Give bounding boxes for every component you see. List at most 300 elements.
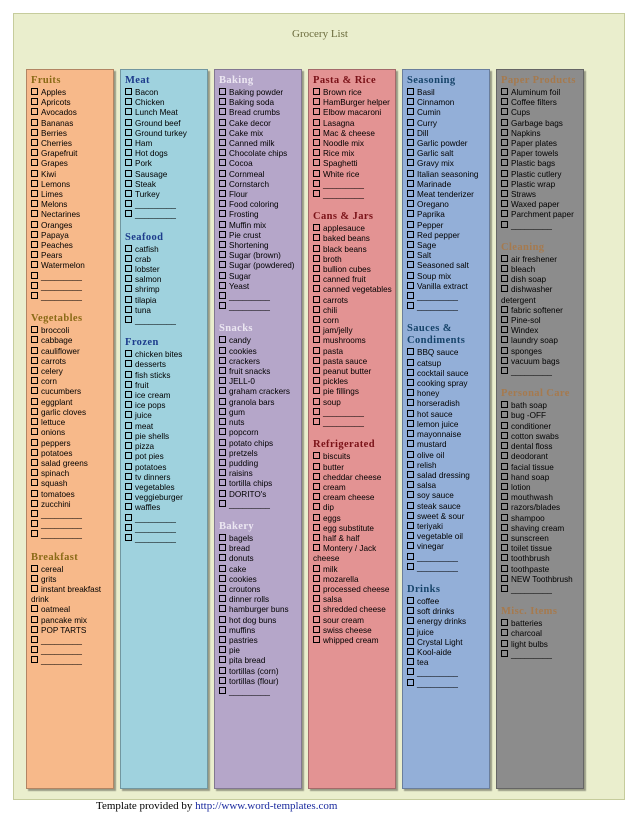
- checklist-item[interactable]: celery: [31, 367, 111, 377]
- checklist-item[interactable]: Cinnamon: [407, 98, 487, 108]
- checklist-item[interactable]: Pepper: [407, 221, 487, 231]
- checklist-item[interactable]: _________: [125, 200, 205, 210]
- checklist-item[interactable]: _________: [31, 646, 111, 656]
- checklist-item[interactable]: _________: [125, 534, 205, 544]
- checklist-item[interactable]: Avocados: [31, 108, 111, 118]
- checklist-item[interactable]: Garbage bags: [501, 119, 581, 129]
- checklist-item[interactable]: sweet & sour: [407, 512, 487, 522]
- checklist-item[interactable]: _________: [31, 656, 111, 666]
- checklist-item[interactable]: dip: [313, 503, 393, 513]
- checklist-item[interactable]: Rice mix: [313, 149, 393, 159]
- checklist-item[interactable]: processed cheese: [313, 585, 393, 595]
- checklist-item[interactable]: Hot dogs: [125, 149, 205, 159]
- checklist-item[interactable]: soft drinks: [407, 607, 487, 617]
- checklist-item[interactable]: Plastic wrap: [501, 180, 581, 190]
- checklist-item[interactable]: Gravy mix: [407, 159, 487, 169]
- checklist-item[interactable]: Spaghetti: [313, 159, 393, 169]
- checklist-item[interactable]: _________: [313, 408, 393, 418]
- checklist-item[interactable]: salsa: [407, 481, 487, 491]
- checklist-item[interactable]: carrots: [31, 357, 111, 367]
- checklist-item[interactable]: cereal: [31, 565, 111, 575]
- checklist-item[interactable]: relish: [407, 461, 487, 471]
- checklist-item[interactable]: dental floss: [501, 442, 581, 452]
- checklist-item[interactable]: Noodle mix: [313, 139, 393, 149]
- checklist-item[interactable]: pot pies: [125, 452, 205, 462]
- checklist-item[interactable]: Cumin: [407, 108, 487, 118]
- checklist-item[interactable]: potato chips: [219, 439, 299, 449]
- checklist-item[interactable]: pie: [219, 646, 299, 656]
- checklist-item[interactable]: Pears: [31, 251, 111, 261]
- checklist-item[interactable]: Canned milk: [219, 139, 299, 149]
- checklist-item[interactable]: Oregano: [407, 200, 487, 210]
- checklist-item[interactable]: juice: [125, 411, 205, 421]
- checklist-item[interactable]: Windex: [501, 326, 581, 336]
- checklist-item[interactable]: laundry soap: [501, 336, 581, 346]
- checklist-item[interactable]: broth: [313, 255, 393, 265]
- checklist-item[interactable]: _________: [31, 282, 111, 292]
- checklist-item[interactable]: granola bars: [219, 398, 299, 408]
- checklist-item[interactable]: Ground beef: [125, 119, 205, 129]
- checklist-item[interactable]: veggieburger: [125, 493, 205, 503]
- checklist-item[interactable]: olive oil: [407, 451, 487, 461]
- checklist-item[interactable]: nuts: [219, 418, 299, 428]
- checklist-item[interactable]: Lunch Meat: [125, 108, 205, 118]
- checklist-item[interactable]: cookies: [219, 347, 299, 357]
- checklist-item[interactable]: Mac & cheese: [313, 129, 393, 139]
- checklist-item[interactable]: _________: [125, 210, 205, 220]
- section-heading: Drinks: [407, 583, 441, 595]
- checklist-item[interactable]: grits: [31, 575, 111, 585]
- checklist-item[interactable]: mayonnaise: [407, 430, 487, 440]
- checklist-item[interactable]: Chicken: [125, 98, 205, 108]
- checklist-item[interactable]: Garlic salt: [407, 149, 487, 159]
- checklist-item[interactable]: coffee: [407, 597, 487, 607]
- checklist-item[interactable]: Parchment paper: [501, 210, 581, 220]
- checklist-item[interactable]: catsup: [407, 359, 487, 369]
- checklist-item[interactable]: swiss cheese: [313, 626, 393, 636]
- checklist-item[interactable]: _________: [31, 292, 111, 302]
- checklist-item[interactable]: toothbrush: [501, 554, 581, 564]
- checklist-item[interactable]: pancake mix: [31, 616, 111, 626]
- checklist-item[interactable]: cauliflower: [31, 347, 111, 357]
- checklist-item[interactable]: Bread crumbs: [219, 108, 299, 118]
- footer-link[interactable]: http://www.word-templates.com: [195, 800, 338, 812]
- checklist-item[interactable]: waffles: [125, 503, 205, 513]
- checklist-item[interactable]: Red pepper: [407, 231, 487, 241]
- checklist-item[interactable]: _________: [501, 585, 581, 595]
- checklist-item[interactable]: facial tissue: [501, 463, 581, 473]
- checklist-item[interactable]: shredded cheese: [313, 605, 393, 615]
- checklist-item[interactable]: egg substitute: [313, 524, 393, 534]
- checklist-item[interactable]: tea: [407, 658, 487, 668]
- checklist-item[interactable]: Watermelon: [31, 261, 111, 271]
- checklist-item[interactable]: Cake decor: [219, 119, 299, 129]
- checklist-item[interactable]: black beans: [313, 245, 393, 255]
- checklist-item[interactable]: cotton swabs: [501, 432, 581, 442]
- checklist-item[interactable]: pasta sauce: [313, 357, 393, 367]
- checklist-item[interactable]: oatmeal: [31, 605, 111, 615]
- checklist-item[interactable]: crackers: [219, 357, 299, 367]
- checklist-item[interactable]: _________: [501, 650, 581, 660]
- checklist-item[interactable]: pie fillings: [313, 387, 393, 397]
- checklist-item[interactable]: dinner rolls: [219, 595, 299, 605]
- checklist-item[interactable]: bread: [219, 544, 299, 554]
- checklist-item[interactable]: _________: [501, 367, 581, 377]
- checklist-item[interactable]: soup: [313, 398, 393, 408]
- checklist-item[interactable]: Apricots: [31, 98, 111, 108]
- checklist-item[interactable]: cocktail sauce: [407, 369, 487, 379]
- checklist-item[interactable]: energy drinks: [407, 617, 487, 627]
- checklist-item[interactable]: Soup mix: [407, 272, 487, 282]
- checklist-item[interactable]: lettuce: [31, 418, 111, 428]
- checklist-item[interactable]: _________: [407, 563, 487, 573]
- checklist-item[interactable]: Sage: [407, 241, 487, 251]
- checklist-item[interactable]: deodorant: [501, 452, 581, 462]
- checklist-item[interactable]: Apples: [31, 88, 111, 98]
- checklist-item[interactable]: pastries: [219, 636, 299, 646]
- checklist-item[interactable]: meat: [125, 422, 205, 432]
- checklist-item[interactable]: tortilla chips: [219, 479, 299, 489]
- checklist-item[interactable]: Baking powder: [219, 88, 299, 98]
- checklist-item[interactable]: ice cream: [125, 391, 205, 401]
- checklist-item[interactable]: milk: [313, 565, 393, 575]
- checklist-item[interactable]: tomatoes: [31, 490, 111, 500]
- checklist-item[interactable]: hot sauce: [407, 410, 487, 420]
- checklist-item[interactable]: Paprika: [407, 210, 487, 220]
- checklist-item[interactable]: conditioner: [501, 422, 581, 432]
- checklist-item[interactable]: garlic cloves: [31, 408, 111, 418]
- checklist-item[interactable]: hand soap: [501, 473, 581, 483]
- checklist-item[interactable]: tilapia: [125, 296, 205, 306]
- checklist-item[interactable]: Turkey: [125, 190, 205, 200]
- checklist-item[interactable]: Cornmeal: [219, 170, 299, 180]
- checklist-item[interactable]: Grapefruit: [31, 149, 111, 159]
- checklist-item[interactable]: Seasoned salt: [407, 261, 487, 271]
- checklist-item[interactable]: Crystal Light: [407, 638, 487, 648]
- checklist-item[interactable]: pretzels: [219, 449, 299, 459]
- checklist-item[interactable]: donuts: [219, 554, 299, 564]
- checklist-item[interactable]: Muffin mix: [219, 221, 299, 231]
- checklist-item[interactable]: biscuits: [313, 452, 393, 462]
- checklist-item[interactable]: catfish: [125, 245, 205, 255]
- checklist-item[interactable]: _________: [31, 520, 111, 530]
- checklist-item[interactable]: _________: [31, 636, 111, 646]
- checklist-item[interactable]: razors/blades: [501, 503, 581, 513]
- checklist-item[interactable]: cheddar cheese: [313, 473, 393, 483]
- checklist-item[interactable]: horseradish: [407, 399, 487, 409]
- checklist-item[interactable]: toothpaste: [501, 565, 581, 575]
- checklist-item[interactable]: cooking spray: [407, 379, 487, 389]
- checklist-item[interactable]: Sugar (brown): [219, 251, 299, 261]
- checklist-item[interactable]: Lemons: [31, 180, 111, 190]
- checklist-item[interactable]: tortillas (flour): [219, 677, 299, 687]
- checklist-item[interactable]: White rice: [313, 170, 393, 180]
- checklist-item[interactable]: steak sauce: [407, 502, 487, 512]
- checklist-item[interactable]: sour cream: [313, 616, 393, 626]
- checklist-item[interactable]: salmon: [125, 275, 205, 285]
- checklist-item[interactable]: soy sauce: [407, 491, 487, 501]
- checklist-item[interactable]: whipped cream: [313, 636, 393, 646]
- checklist-item[interactable]: Meat tenderizer: [407, 190, 487, 200]
- checklist-item[interactable]: batteries: [501, 619, 581, 629]
- category-column: [496, 69, 584, 789]
- checklist-item[interactable]: BBQ sauce: [407, 348, 487, 358]
- checklist-item[interactable]: gum: [219, 408, 299, 418]
- checklist-item[interactable]: lemon juice: [407, 420, 487, 430]
- checklist-item[interactable]: bagels: [219, 534, 299, 544]
- checklist-item[interactable]: Flour: [219, 190, 299, 200]
- checklist-item[interactable]: _________: [219, 302, 299, 312]
- checklist-item[interactable]: Napkins: [501, 129, 581, 139]
- checklist-item[interactable]: _________: [501, 221, 581, 231]
- checklist-item[interactable]: pizza: [125, 442, 205, 452]
- checklist-item[interactable]: mozarella: [313, 575, 393, 585]
- checklist-item[interactable]: cream cheese: [313, 493, 393, 503]
- checklist-item[interactable]: _________: [31, 510, 111, 520]
- checklist-item[interactable]: mushrooms: [313, 336, 393, 346]
- checklist-item[interactable]: raisins: [219, 469, 299, 479]
- checklist-item[interactable]: vegetable oil: [407, 532, 487, 542]
- checklist-item[interactable]: HamBurger helper: [313, 98, 393, 108]
- checklist-item[interactable]: chicken bites: [125, 350, 205, 360]
- checklist-item[interactable]: JELL-0: [219, 377, 299, 387]
- checklist-item[interactable]: Pine-sol: [501, 316, 581, 326]
- checklist-item[interactable]: Marinade: [407, 180, 487, 190]
- checklist-item[interactable]: bug -OFF: [501, 411, 581, 421]
- checklist-item[interactable]: pita bread: [219, 656, 299, 666]
- checklist-item[interactable]: Paper towels: [501, 149, 581, 159]
- checklist-item[interactable]: Grapes: [31, 159, 111, 169]
- checklist-item[interactable]: _________: [125, 524, 205, 534]
- checklist-item[interactable]: teriyaki: [407, 522, 487, 532]
- checklist-item[interactable]: instant breakfast drink: [31, 585, 111, 605]
- checklist-item[interactable]: Salt: [407, 251, 487, 261]
- checklist-item[interactable]: zucchini: [31, 500, 111, 510]
- checklist-item[interactable]: carrots: [313, 296, 393, 306]
- checklist-item[interactable]: Garlic powder: [407, 139, 487, 149]
- checklist-item[interactable]: _________: [407, 292, 487, 302]
- checklist-item[interactable]: candy: [219, 336, 299, 346]
- checklist-item[interactable]: Pork: [125, 159, 205, 169]
- checklist-item[interactable]: Sugar: [219, 272, 299, 282]
- checklist-item[interactable]: _________: [407, 668, 487, 678]
- checklist-item[interactable]: baked beans: [313, 234, 393, 244]
- checklist-item[interactable]: POP TARTS: [31, 626, 111, 636]
- checklist-item[interactable]: Cocoa: [219, 159, 299, 169]
- checklist-item[interactable]: juice: [407, 628, 487, 638]
- checklist-item[interactable]: light bulbs: [501, 640, 581, 650]
- checklist-item[interactable]: sunscreen: [501, 534, 581, 544]
- checklist-item[interactable]: cake: [219, 565, 299, 575]
- checklist-item[interactable]: Vanilla extract: [407, 282, 487, 292]
- checklist-item[interactable]: mouthwash: [501, 493, 581, 503]
- checklist-item[interactable]: _________: [313, 180, 393, 190]
- checklist-item[interactable]: fruit: [125, 381, 205, 391]
- checklist-item[interactable]: toilet tissue: [501, 544, 581, 554]
- checklist-item[interactable]: cucumbers: [31, 387, 111, 397]
- checklist-item[interactable]: _________: [31, 272, 111, 282]
- checklist-item[interactable]: _________: [125, 514, 205, 524]
- checklist-item[interactable]: _________: [407, 679, 487, 689]
- checklist-item[interactable]: Kiwi: [31, 170, 111, 180]
- checklist-item[interactable]: lobster: [125, 265, 205, 275]
- checklist-item[interactable]: Bacon: [125, 88, 205, 98]
- checklist-item[interactable]: popcorn: [219, 428, 299, 438]
- checklist-item[interactable]: charcoal: [501, 629, 581, 639]
- checklist-item[interactable]: bleach: [501, 265, 581, 275]
- checklist-item[interactable]: NEW Toothbrush: [501, 575, 581, 585]
- checklist-item[interactable]: cream: [313, 483, 393, 493]
- checklist-item[interactable]: mustard: [407, 440, 487, 450]
- section-heading: Seasoning: [407, 75, 456, 86]
- checklist-item[interactable]: peppers: [31, 439, 111, 449]
- checklist-item[interactable]: Shortening: [219, 241, 299, 251]
- checklist-item[interactable]: shaving cream: [501, 524, 581, 534]
- checklist-item[interactable]: Plastic bags: [501, 159, 581, 169]
- checklist-item[interactable]: Food coloring: [219, 200, 299, 210]
- checklist-item[interactable]: Papaya: [31, 231, 111, 241]
- checklist-item[interactable]: pasta: [313, 347, 393, 357]
- checklist-item[interactable]: Pie crust: [219, 231, 299, 241]
- checklist-item[interactable]: Sugar (powdered): [219, 261, 299, 271]
- checklist-item[interactable]: potatoes: [125, 463, 205, 473]
- checklist-item[interactable]: spinach: [31, 469, 111, 479]
- checklist-item[interactable]: Curry: [407, 119, 487, 129]
- checklist-item[interactable]: squash: [31, 479, 111, 489]
- checklist-item[interactable]: _________: [407, 302, 487, 312]
- checklist-item[interactable]: canned fruit: [313, 275, 393, 285]
- checklist-item[interactable]: ice pops: [125, 401, 205, 411]
- checklist-item[interactable]: Peaches: [31, 241, 111, 251]
- checklist-item[interactable]: chili: [313, 306, 393, 316]
- checklist-item[interactable]: Frosting: [219, 210, 299, 220]
- checklist-item[interactable]: Ground turkey: [125, 129, 205, 139]
- checklist-item[interactable]: onions: [31, 428, 111, 438]
- checklist-item[interactable]: Coffee filters: [501, 98, 581, 108]
- checklist-item[interactable]: Basil: [407, 88, 487, 98]
- checklist-item[interactable]: Yeast: [219, 282, 299, 292]
- checklist-item[interactable]: Dill: [407, 129, 487, 139]
- checklist-item[interactable]: jam/jelly: [313, 326, 393, 336]
- checklist-item[interactable]: corn: [31, 377, 111, 387]
- checklist-item[interactable]: shrimp: [125, 285, 205, 295]
- checklist-item[interactable]: pickles: [313, 377, 393, 387]
- checklist-item[interactable]: Waxed paper: [501, 200, 581, 210]
- checklist-item[interactable]: cabbage: [31, 336, 111, 346]
- checklist-item[interactable]: Elbow macaroni: [313, 108, 393, 118]
- checklist-item[interactable]: pie shells: [125, 432, 205, 442]
- checklist-item[interactable]: fruit snacks: [219, 367, 299, 377]
- checklist-item[interactable]: Steak: [125, 180, 205, 190]
- checklist-item[interactable]: tuna: [125, 306, 205, 316]
- checklist-item[interactable]: _________: [219, 292, 299, 302]
- checklist-item[interactable]: _________: [407, 553, 487, 563]
- checklist-item[interactable]: salad greens: [31, 459, 111, 469]
- checklist-item[interactable]: Italian seasoning: [407, 170, 487, 180]
- checklist-item[interactable]: Cups: [501, 108, 581, 118]
- checklist-item[interactable]: potatoes: [31, 449, 111, 459]
- checklist-item[interactable]: Straws: [501, 190, 581, 200]
- checklist-item[interactable]: bath soap: [501, 401, 581, 411]
- checklist-item[interactable]: vegetables: [125, 483, 205, 493]
- checklist-item[interactable]: eggplant: [31, 398, 111, 408]
- checklist-item[interactable]: _________: [313, 418, 393, 428]
- checklist-item[interactable]: vinegar: [407, 542, 487, 552]
- checklist-item[interactable]: air freshener: [501, 255, 581, 265]
- checklist-item[interactable]: Montery / Jack cheese: [313, 544, 393, 564]
- checklist-item[interactable]: corn: [313, 316, 393, 326]
- checklist-item[interactable]: Oranges: [31, 221, 111, 231]
- checklist-item[interactable]: tv dinners: [125, 473, 205, 483]
- checklist-item[interactable]: cookies: [219, 575, 299, 585]
- checklist-item[interactable]: Aluminum foil: [501, 88, 581, 98]
- checklist-item[interactable]: peanut butter: [313, 367, 393, 377]
- checklist-item[interactable]: hot dog buns: [219, 616, 299, 626]
- checklist-item[interactable]: Plastic cutlery: [501, 170, 581, 180]
- checklist-item[interactable]: bullion cubes: [313, 265, 393, 275]
- checklist-item[interactable]: vacuum bags: [501, 357, 581, 367]
- checklist-item[interactable]: sponges: [501, 347, 581, 357]
- checklist-item[interactable]: canned vegetables: [313, 285, 393, 295]
- checklist-item[interactable]: crab: [125, 255, 205, 265]
- checklist-item[interactable]: Sausage: [125, 170, 205, 180]
- checklist-item[interactable]: dishwasher detergent: [501, 285, 581, 305]
- checklist-item[interactable]: Chocolate chips: [219, 149, 299, 159]
- checklist-item[interactable]: butter: [313, 463, 393, 473]
- checklist-item[interactable]: honey: [407, 389, 487, 399]
- checklist-item[interactable]: Cherries: [31, 139, 111, 149]
- checklist-item[interactable]: salsa: [313, 595, 393, 605]
- checklist-item[interactable]: broccoli: [31, 326, 111, 336]
- checklist-item[interactable]: lotion: [501, 483, 581, 493]
- checklist-item[interactable]: Kool-aide: [407, 648, 487, 658]
- checklist-item[interactable]: desserts: [125, 360, 205, 370]
- checklist-item[interactable]: Bananas: [31, 119, 111, 129]
- checklist-item[interactable]: salad dressing: [407, 471, 487, 481]
- checklist-item[interactable]: eggs: [313, 514, 393, 524]
- checklist-item[interactable]: DORITO's: [219, 490, 299, 500]
- checklist-item[interactable]: hamburger buns: [219, 605, 299, 615]
- checklist-item[interactable]: _________: [313, 190, 393, 200]
- checklist-item[interactable]: pudding: [219, 459, 299, 469]
- checklist-item[interactable]: Nectarines: [31, 210, 111, 220]
- checklist-item[interactable]: shampoo: [501, 514, 581, 524]
- checklist-item[interactable]: Limes: [31, 190, 111, 200]
- checklist-item[interactable]: Cornstarch: [219, 180, 299, 190]
- checklist-item[interactable]: Lasagna: [313, 119, 393, 129]
- checklist-item[interactable]: _________: [31, 530, 111, 540]
- checklist-item[interactable]: Brown rice: [313, 88, 393, 98]
- checklist-item[interactable]: _________: [219, 687, 299, 697]
- checklist-item[interactable]: fabric softener: [501, 306, 581, 316]
- checklist-item[interactable]: Ham: [125, 139, 205, 149]
- checklist-item[interactable]: _________: [219, 500, 299, 510]
- checklist-item[interactable]: applesauce: [313, 224, 393, 234]
- checklist-item[interactable]: half & half: [313, 534, 393, 544]
- checklist-item[interactable]: Berries: [31, 129, 111, 139]
- checklist-item[interactable]: Baking soda: [219, 98, 299, 108]
- checklist-item[interactable]: croutons: [219, 585, 299, 595]
- checklist-item[interactable]: dish soap: [501, 275, 581, 285]
- checklist-item[interactable]: graham crackers: [219, 387, 299, 397]
- checklist-item[interactable]: fish sticks: [125, 371, 205, 381]
- checklist-item[interactable]: Paper plates: [501, 139, 581, 149]
- checklist-item[interactable]: Melons: [31, 200, 111, 210]
- checklist-item[interactable]: tortillas (corn): [219, 667, 299, 677]
- checklist-item[interactable]: muffins: [219, 626, 299, 636]
- checklist-item[interactable]: _________: [125, 316, 205, 326]
- checklist-item[interactable]: Cake mix: [219, 129, 299, 139]
